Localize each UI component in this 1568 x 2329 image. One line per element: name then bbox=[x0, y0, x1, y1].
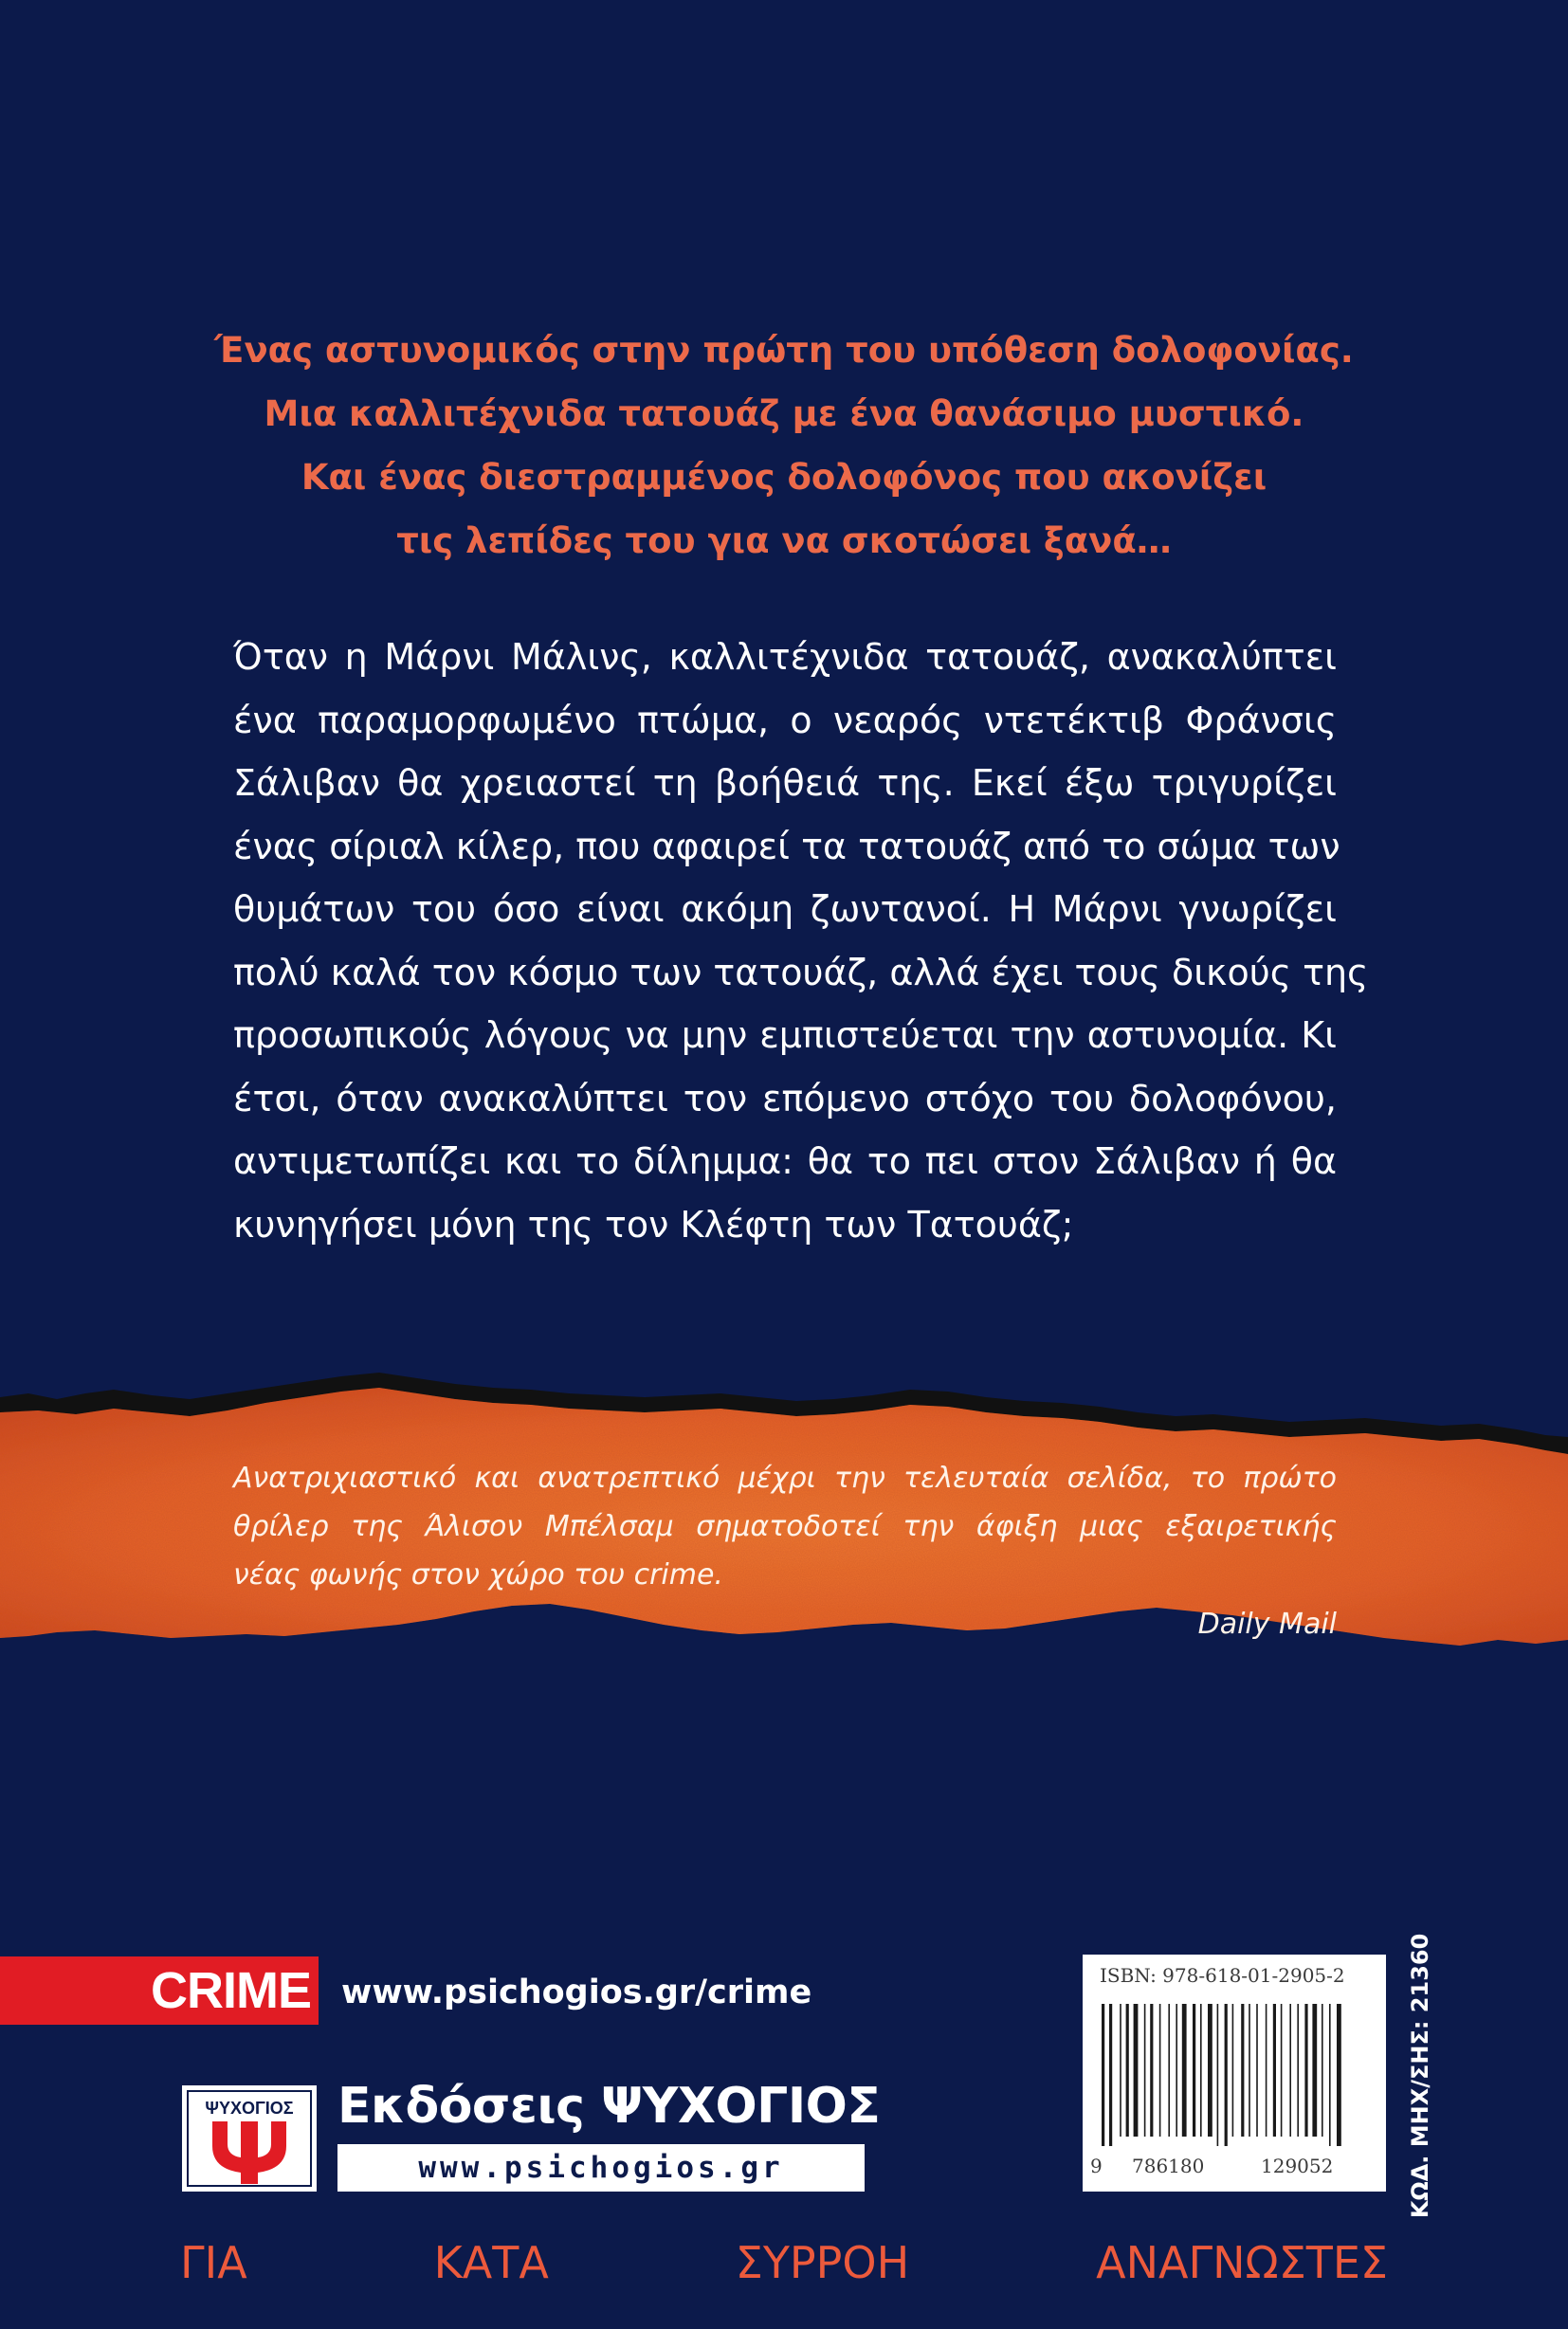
quote-line: θρίλερ της Άλισον Μπέλσαμ σηματοδοτεί την άφιξη μιας εξαιρετικής bbox=[233, 1510, 1337, 1543]
barcode-bar bbox=[1217, 2004, 1219, 2146]
barcode-bar bbox=[1322, 2004, 1323, 2137]
barcode-bar bbox=[1102, 2004, 1104, 2146]
tagline-line: Και ένας διεστραμμένος δολοφόνος που ακονίζει bbox=[301, 457, 1267, 498]
press-quote bbox=[233, 1454, 1337, 1648]
quote-line: Ανατριχιαστικό και ανατρεπτικό μέχρι την τελευταία σελίδα, το πρώτο bbox=[233, 1462, 1337, 1495]
publisher-logo bbox=[182, 2085, 317, 2192]
barcode-bar bbox=[1289, 2004, 1291, 2137]
barcode-bar bbox=[1176, 2004, 1177, 2137]
blurb bbox=[233, 626, 1369, 1256]
barcode-bar bbox=[1266, 2004, 1267, 2137]
blurb-line: αντιμετωπίζει και το δίλημμα: θα το πει στον Σάλιβαν ή θα bbox=[233, 1140, 1337, 1182]
barcode bbox=[1083, 1955, 1386, 2192]
barcode-bar bbox=[1193, 2004, 1195, 2137]
blurb-line: ένας σίριαλ κίλερ, που αφαιρεί τα τατουάζ από το σώμα των bbox=[233, 825, 1340, 867]
publisher-url[interactable]: www.psichogios.gr bbox=[337, 2144, 865, 2192]
blurb-line: έτσι, όταν ανακαλύπτει τον επόμενο στόχο του δολοφόνου, bbox=[233, 1077, 1337, 1119]
barcode-bar bbox=[1168, 2004, 1170, 2137]
quote-source: Daily Mail bbox=[1197, 1608, 1337, 1641]
blurb-line: θυμάτων του όσο είναι ακόμη ζωντανοί. Η Μάρνι γνωρίζει bbox=[233, 888, 1337, 930]
tagline-line: Ένας αστυνομικός στην πρώτη του υπόθεση δολοφονίας. bbox=[214, 330, 1354, 371]
barcode-bar bbox=[1281, 2004, 1283, 2137]
barcode-digit-group: 9 bbox=[1090, 2155, 1103, 2177]
slogan: ΓΙΑ ΚΑΤΑ ΣΥΡΡΟΗ ΑΝΑΓΝΩΣΤΕΣ bbox=[180, 2237, 1388, 2288]
crime-series-label: CRIME bbox=[0, 1956, 319, 2025]
barcode-bar bbox=[1256, 2004, 1258, 2137]
publisher-name: Εκδόσεις ΨΥΧΟΓΙΟΣ bbox=[337, 2078, 881, 2135]
barcode-bar bbox=[1208, 2004, 1212, 2137]
barcode-bar bbox=[1337, 2004, 1341, 2146]
barcode-bar bbox=[1134, 2004, 1139, 2137]
blurb-line: πολύ καλά τον κόσμο των τατουάζ, αλλά έχει τους δικούς της bbox=[233, 951, 1369, 993]
barcode-bar bbox=[1329, 2004, 1331, 2146]
barcode-digit-group: 786180 bbox=[1132, 2155, 1205, 2177]
tagline-line: τις λεπίδες του για να σκοτώσει ξανά… bbox=[396, 520, 1172, 561]
blurb-line: κυνηγήσει μόνη της τον Κλέφτη των Τατουάζ; bbox=[233, 1203, 1074, 1246]
barcode-bar bbox=[1182, 2004, 1187, 2137]
barcode-digit-group: 129052 bbox=[1261, 2155, 1334, 2177]
barcode-bar bbox=[1150, 2004, 1153, 2137]
barcode-bar bbox=[1109, 2004, 1112, 2146]
blurb-line: ένα παραμορφωμένο πτώμα, ο νεαρός ντετέκτιβ Φράνσις bbox=[233, 699, 1337, 741]
crime-series-url[interactable]: www.psichogios.gr/crime bbox=[341, 1974, 812, 2011]
logo-wordmark: ΨΥΧΟΓΙΟΣ bbox=[205, 2099, 294, 2118]
barcode-bar bbox=[1304, 2004, 1307, 2137]
barcode-bar bbox=[1312, 2004, 1317, 2137]
barcode-bars-icon bbox=[1100, 2004, 1369, 2146]
barcode-bar bbox=[1120, 2004, 1121, 2137]
barcode-bar bbox=[1232, 2004, 1234, 2137]
tagline bbox=[114, 318, 1454, 573]
blurb-line: προσωπικούς λόγους να μην εμπιστεύεται την αστυνομία. Κι bbox=[233, 1014, 1337, 1056]
barcode-bar bbox=[1297, 2004, 1299, 2137]
barcode-bar bbox=[1200, 2004, 1202, 2137]
barcode-bar bbox=[1249, 2004, 1250, 2137]
tagline-line: Μια καλλιτέχνιδα τατουάζ με ένα θανάσιμο μυστικό. bbox=[264, 393, 1304, 434]
quote-line: νέας φωνής στον χώρο του crime. bbox=[233, 1558, 723, 1592]
machine-code-text: ΚΩΔ. ΜΗΧ/ΣΗΣ: 21360 bbox=[1407, 1933, 1433, 2219]
machine-code bbox=[1401, 1933, 1439, 2219]
barcode-bar bbox=[1241, 2004, 1244, 2137]
barcode-bar bbox=[1273, 2004, 1276, 2137]
blurb-line: Όταν η Μάρνι Μάλινς, καλλιτέχνιδα τατουάζ, ανακαλύπτει bbox=[233, 636, 1337, 678]
barcode-bar bbox=[1126, 2004, 1129, 2137]
barcode-bar bbox=[1159, 2004, 1161, 2137]
barcode-bar bbox=[1225, 2004, 1228, 2146]
barcode-bar bbox=[1144, 2004, 1146, 2137]
blurb-line: Σάλιβαν θα χρειαστεί τη βοήθειά της. Εκεί έξω τριγυρίζει bbox=[233, 762, 1337, 804]
isbn-text: ISBN: 978-618-01-2905-2 bbox=[1100, 1964, 1345, 1987]
